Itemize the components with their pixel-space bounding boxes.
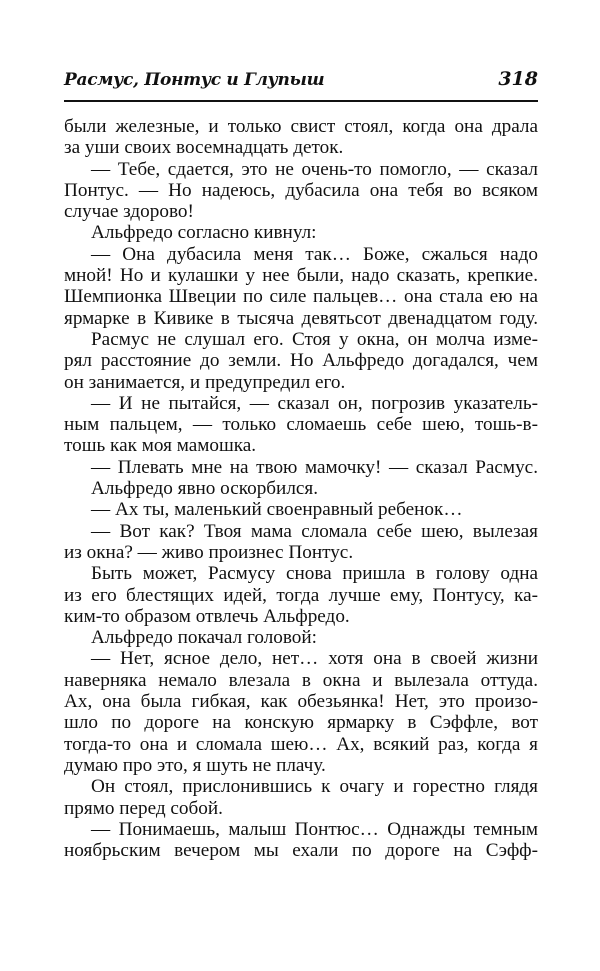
running-title: Расмус, Понтус и Глупыш — [64, 70, 325, 90]
text-line: — И не пытайся, — сказал он, погрозив указатель- — [91, 392, 538, 414]
text-line: Альфредо покачал головой: — [91, 627, 317, 649]
text-line: — Тебе, сдается, это не очень-то помогло, — сказал — [91, 158, 538, 180]
text-line: — Вот как? Твоя мама сломала себе шею, вылезая — [91, 520, 538, 542]
text-line: ным пальцем, — только сломаешь себе шею, тошь-в- — [64, 414, 538, 436]
text-line: — Плевать мне на твою мамочку! — сказал Расмус. — [91, 456, 538, 478]
header-rule — [64, 100, 538, 102]
text-line: — Она дубасила меня так… Боже, сжалься надо — [91, 243, 538, 265]
text-line: — Ах ты, маленький своенравный ребенок… — [91, 499, 463, 521]
text-line: из окна? — живо произнес Понтус. — [64, 541, 354, 563]
text-line: Шемпионка Швеции по силе пальцев… она стала ею на — [64, 286, 538, 308]
text-line: Расмус не слушал его. Стоя у окна, он молча изме- — [91, 328, 538, 350]
text-line: мной! Но и кулашки у нее были, надо сказать, крепкие. — [64, 265, 538, 287]
text-line: — Нет, ясное дело, нет… хотя она в своей жизни — [91, 648, 538, 670]
body-text — [64, 116, 538, 861]
text-line: Быть может, Расмусу снова пришла в голову одна — [91, 563, 538, 585]
text-line: случае здорово! — [64, 201, 194, 223]
text-line: ярмарке в Кивике в тысяча девятьсот двенадцатом году. — [64, 307, 538, 329]
text-line: были железные, и только свист стоял, когда она драла — [64, 116, 538, 137]
text-line: наверняка немало влезала в окна и вылезала оттуда. — [64, 669, 538, 691]
text-line: Альфредо согласно кивнул: — [91, 222, 317, 244]
text-line: Ах, она была гибкая, как обезьянка! Нет, это произо- — [64, 691, 538, 713]
text-line: шло по дороге на конскую ярмарку в Сэффле, вот — [64, 712, 538, 734]
text-line: он занимается, и предупредил его. — [64, 371, 346, 393]
text-line: Он стоял, прислонившись к очагу и горестно глядя — [91, 776, 538, 798]
text-line: за уши своих восемнадцать деток. — [64, 137, 344, 159]
text-line: Понтус. — Но надеюсь, дубасила она тебя во всяком — [64, 179, 538, 201]
text-line: прямо перед собой. — [64, 797, 223, 819]
text-line: ноябрьским вечером мы ехали по дороге на Сэфф- — [64, 840, 538, 862]
text-line: — Понимаешь, малыш Понтюс… Однажды темным — [91, 818, 538, 840]
text-line: тошь как моя мамошка. — [64, 435, 257, 457]
text-line: тогда-то она и сломала шею… Ах, всякий раз, когда я — [64, 733, 538, 755]
text-line: Альфредо явно оскорбился. — [91, 478, 319, 500]
running-header — [64, 68, 538, 98]
text-line: из его блестящих идей, тогда лучше ему, Понтусу, ка- — [64, 584, 538, 606]
text-line: думаю про это, я шуть не плачу. — [64, 754, 326, 776]
text-line: рял расстояние до земли. Но Альфредо догадался, чем — [64, 350, 538, 372]
text-line: ким-то образом отвлечь Альфредо. — [64, 605, 350, 627]
page-number: 318 — [498, 68, 538, 90]
